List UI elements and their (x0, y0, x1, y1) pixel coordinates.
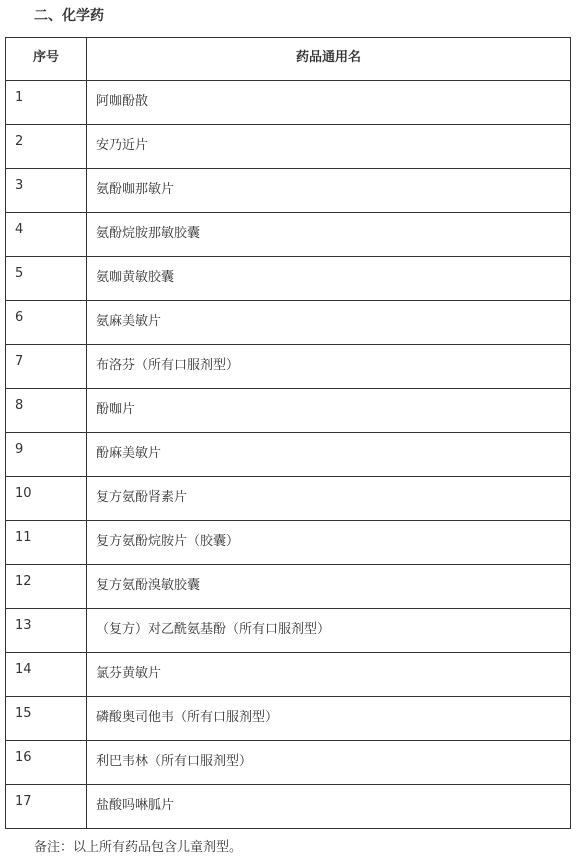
serial-number-cell: 12 (6, 565, 87, 609)
table-row (6, 653, 571, 697)
table-row (6, 301, 571, 345)
serial-number-cell: 3 (6, 169, 87, 213)
serial-number-cell: 5 (6, 257, 87, 301)
serial-number-cell: 16 (6, 741, 87, 785)
footnote: 备注：以上所有药品包含儿童剂型。 (34, 840, 243, 855)
drug-name-cell: 氨麻美敏片 (87, 301, 571, 345)
drug-name-cell: （复方）对乙酰氨基酚（所有口服剂型） (87, 609, 571, 653)
serial-number-cell: 6 (6, 301, 87, 345)
table-row (6, 697, 571, 741)
drug-name-cell: 氨酚烷胺那敏胶囊 (87, 213, 571, 257)
drug-name-cell: 利巴韦林（所有口服剂型） (87, 741, 571, 785)
serial-number-cell: 8 (6, 389, 87, 433)
serial-number-cell: 2 (6, 125, 87, 169)
serial-number-cell: 13 (6, 609, 87, 653)
header-serial-number: 序号 (6, 38, 87, 81)
drug-name-cell: 氨酚咖那敏片 (87, 169, 571, 213)
drug-name-cell: 布洛芬（所有口服剂型） (87, 345, 571, 389)
table-row (6, 521, 571, 565)
table-header-row (6, 38, 571, 81)
drug-name-cell: 复方氨酚烷胺片（胶囊） (87, 521, 571, 565)
drug-name-cell: 酚咖片 (87, 389, 571, 433)
drug-name-cell: 酚麻美敏片 (87, 433, 571, 477)
table-row (6, 741, 571, 785)
drug-name-cell: 氯芬黄敏片 (87, 653, 571, 697)
section-title: 二、化学药 (34, 8, 104, 24)
drug-name-cell: 复方氨酚溴敏胶囊 (87, 565, 571, 609)
serial-number-cell: 10 (6, 477, 87, 521)
table-row (6, 477, 571, 521)
drug-name-cell: 安乃近片 (87, 125, 571, 169)
drug-name-cell: 氨咖黄敏胶囊 (87, 257, 571, 301)
drug-table (5, 37, 571, 829)
drug-name-cell: 复方氨酚肾素片 (87, 477, 571, 521)
table-row (6, 125, 571, 169)
drug-name-cell: 阿咖酚散 (87, 81, 571, 125)
table-row (6, 81, 571, 125)
table-row (6, 169, 571, 213)
table-row (6, 257, 571, 301)
header-drug-name: 药品通用名 (87, 38, 571, 81)
serial-number-cell: 11 (6, 521, 87, 565)
table-row (6, 565, 571, 609)
table-row (6, 213, 571, 257)
serial-number-cell: 7 (6, 345, 87, 389)
table-row (6, 609, 571, 653)
table-row (6, 785, 571, 829)
serial-number-cell: 14 (6, 653, 87, 697)
table-row (6, 389, 571, 433)
drug-name-cell: 盐酸吗啉胍片 (87, 785, 571, 829)
serial-number-cell: 17 (6, 785, 87, 829)
serial-number-cell: 1 (6, 81, 87, 125)
serial-number-cell: 4 (6, 213, 87, 257)
serial-number-cell: 9 (6, 433, 87, 477)
serial-number-cell: 15 (6, 697, 87, 741)
table-row (6, 345, 571, 389)
table-row (6, 433, 571, 477)
drug-name-cell: 磷酸奥司他韦（所有口服剂型） (87, 697, 571, 741)
